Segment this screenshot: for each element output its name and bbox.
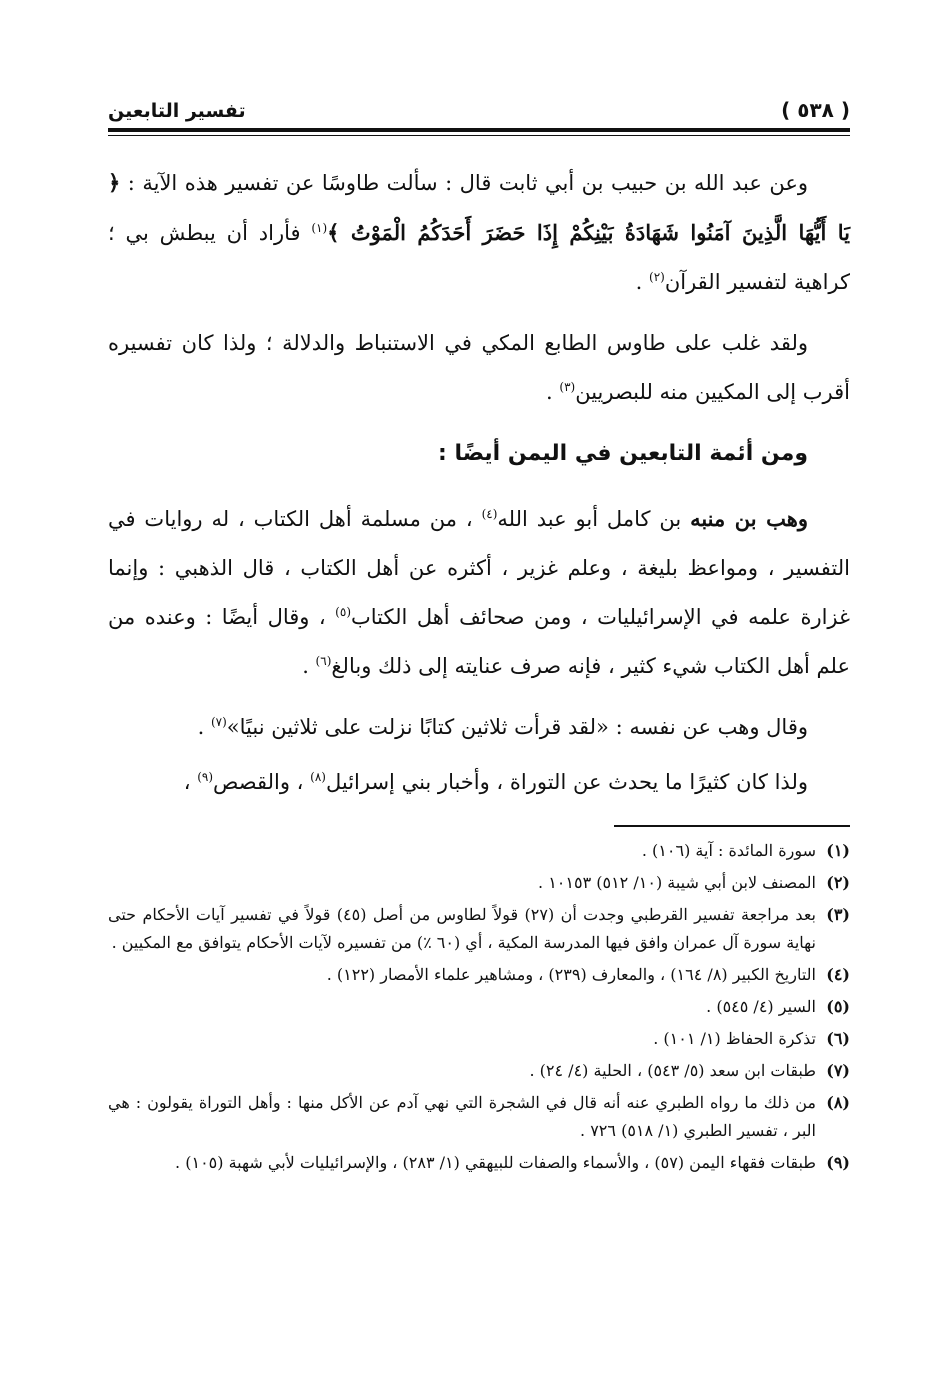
footnote-ref-9[interactable]: (٩) [197,770,214,784]
page-number: ( ٥٣٨ ) [781,98,850,122]
p3-c: ، وقال أيضًا : وعنده من علم أهل الكتاب شيء كثير ، فإنه صرف عنايته إلى ذلك وبالغ [108,605,850,678]
footnote-text: السير (٤/ ٥٤٥) . [706,997,816,1016]
header-rule-thick [108,128,850,132]
footnote-number: (٨) [826,1093,850,1112]
p4-text: وقال وهب عن نفسه : «لقد قرأت ثلاثين كتابًا نزلت على ثلاثين نبيًا» [226,715,808,739]
p1-end: . [635,270,650,294]
footnote-ref-4[interactable]: (٤) [481,507,498,521]
footnote-item [108,1057,850,1085]
footnote-text: بعد مراجعة تفسير القرطبي وجدت أن (٢٧) قولاً لطاوس من أصل (٤٥) قولاً في تفسير آيات الأحكام حتى نهاية سورة آل عمران وافق فيها المدرسة المكية ، أي (٦٠ ٪) من تفسيره لآيات الأحكام يتوافق مع المكيين . [108,905,817,952]
footnotes [108,837,850,1177]
paragraph-5 [108,758,850,807]
p1-mid: فأراد أن يبطش بي ؛ كراهية لتفسير القرآن [108,221,850,294]
footnote-number: (٦) [826,1029,850,1048]
paragraph-4 [108,703,850,752]
book-page [108,88,850,1181]
footnote-text: من ذلك ما رواه الطبري عنه أنه قال في الشجرة التي نهي آدم عن الأكل منها : وأهل التوراة يقولون : هي البر ، تفسير الطبري (١/ ٥١٨) ٧٢٦ . [108,1093,817,1140]
footnote-number: (٣) [826,905,850,924]
footnote-ref-6[interactable]: (٦) [315,654,332,668]
footnote-number: (١) [826,841,850,860]
person-name: وهب بن منبه [690,506,808,531]
p3-a: بن كامل أبو عبد الله [497,507,691,531]
footnote-item [108,1149,850,1177]
footnote-item [108,961,850,989]
p1-lead: وعن عبد الله بن حبيب بن أبي ثابت قال : سألت طاوسًا عن تفسير هذه الآية : [120,171,808,195]
footnote-number: (٥) [826,997,850,1016]
footnote-text: طبقات ابن سعد (٥/ ٥٤٣) ، الحلية (٤/ ٢٤) . [529,1061,816,1080]
footnote-item [108,993,850,1021]
footnote-text: التاريخ الكبير (٨/ ١٦٤) ، والمعارف (٢٣٩) ، ومشاهير علماء الأمصار (١٢٢) . [326,965,816,984]
p4-end: . [197,715,211,739]
footnote-ref-1[interactable]: (١) [311,221,328,235]
footnote-item [108,1025,850,1053]
paragraph-3 [108,494,850,691]
p2-end: . [546,380,560,404]
p2-text: ولقد غلب على طاوس الطابع المكي في الاستنباط والدلالة ؛ ولذا كان تفسيره أقرب إلى المكيين منه للبصريين [108,331,850,404]
page-header [108,88,850,122]
running-title: تفسير التابعين [108,100,246,122]
p3-end: . [302,654,316,678]
footnote-item [108,1089,850,1145]
footnote-ref-8[interactable]: (٨) [310,770,326,784]
footnote-item [108,901,850,957]
footnote-ref-3[interactable]: (٣) [559,380,576,394]
footnote-text: طبقات فقهاء اليمن (٥٧) ، والأسماء والصفات للبيهقي (١/ ٢٨٣) ، والإسرائيليات لأبي شهبة (١٠٥) . [175,1153,816,1172]
footnote-item [108,837,850,865]
paragraph-1 [108,158,850,307]
p5-mid: ، والقصص [213,770,311,794]
paragraph-2 [108,319,850,417]
section-heading: ومن أئمة التابعين في اليمن أيضًا : [438,441,808,466]
footnote-text: المصنف لابن أبي شيبة (١٠/ ٥١٢) ١٠١٥٣ . [538,873,816,892]
p5-text: ولذا كان كثيرًا ما يحدث عن التوراة ، وأخبار بني إسرائيل [325,770,808,794]
footnote-ref-5[interactable]: (٥) [335,605,351,619]
footnote-number: (٧) [826,1061,850,1080]
p5-end: ، [183,770,198,794]
footnote-item [108,869,850,897]
footnote-separator [614,825,850,827]
footnote-number: (٢) [826,873,850,892]
main-text [108,158,850,807]
footnote-ref-7[interactable]: (٧) [210,715,227,729]
footnote-ref-2[interactable]: (٢) [649,270,665,284]
footnote-text: سورة المائدة : آية (١٠٦) . [641,841,816,860]
quran-verse: ﴿ يَا أَيُّهَا الَّذِينَ آمَنُوا شَهَادَةُ بَيْنِكُمْ إِذَا حَضَرَ أَحَدَكُمُ الْمَوْتُ ﴾ [108,170,850,245]
footnote-number: (٩) [826,1153,850,1172]
p3-b: ، من مسلمة أهل الكتاب ، له روايات في التفسير ، ومواعظ بليغة ، وعلم غزير ، أكثره عن أهل الكتاب ، قال الذهبي : وإنما غزارة علمه في الإسرائيليات ، ومن صحائف أهل الكتاب [108,507,850,629]
footnote-number: (٤) [826,965,850,984]
footnote-text: تذكرة الحفاظ (١/ ١٠١) . [653,1029,816,1048]
header-rule-thin [108,135,850,136]
